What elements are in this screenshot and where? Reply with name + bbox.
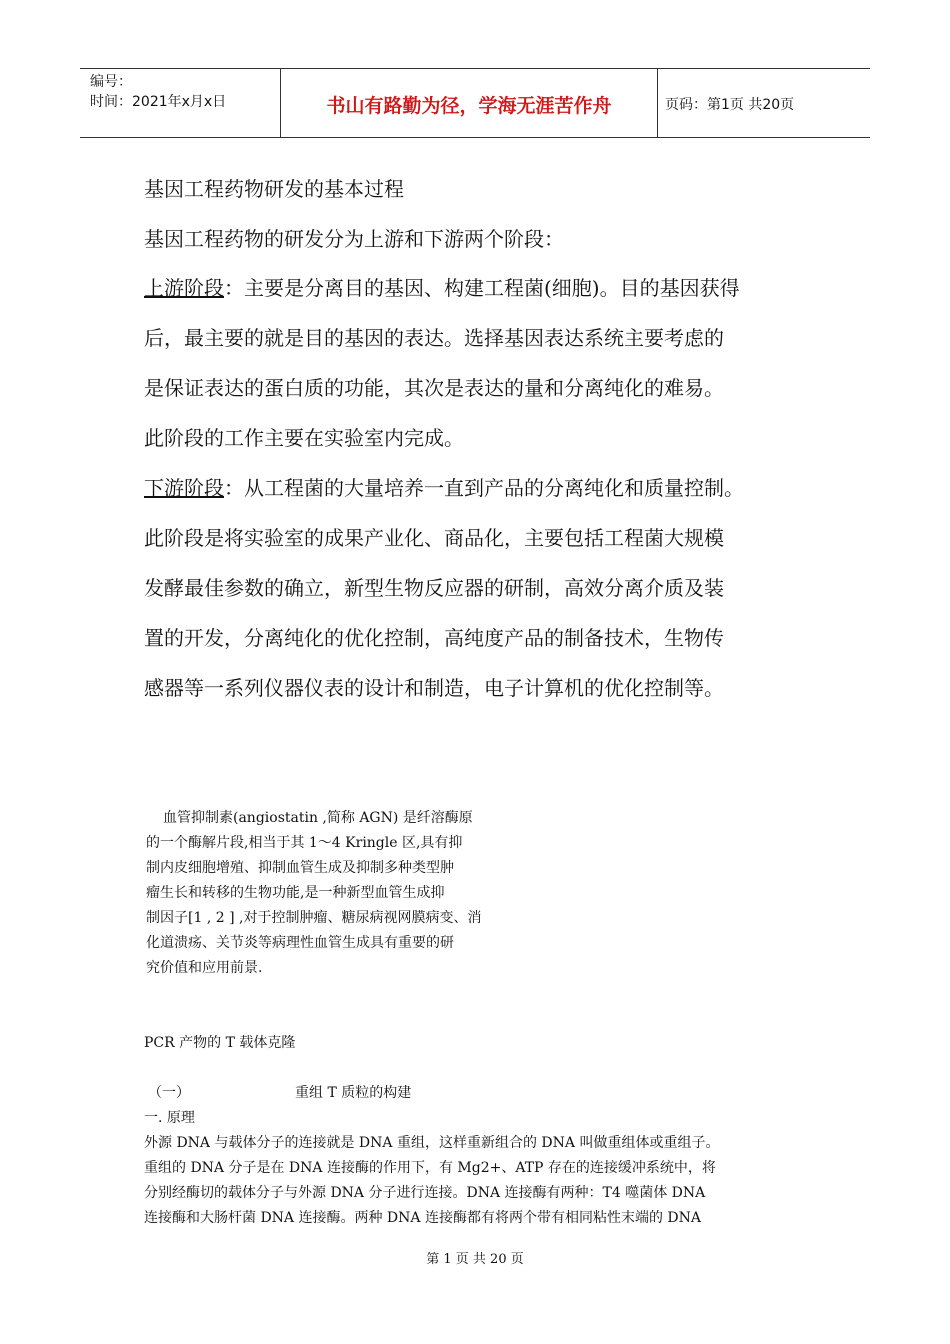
downstream-line-4: 置的开发，分离纯化的优化控制，高纯度产品的制备技术，生物传 bbox=[144, 626, 724, 650]
angiostatin-line-2: 的一个酶解片段,相当于其 1～4 Kringle 区,具有抑 bbox=[146, 835, 463, 851]
downstream-line-1 bbox=[144, 472, 844, 501]
principle-line-1: 外源 DNA 与载体分子的连接就是 DNA 重组，这样重新组合的 DNA 叫做重组体或重组子。 bbox=[144, 1135, 720, 1151]
header-page-cell bbox=[657, 69, 870, 137]
time-label: 时间：2021年x月x日 bbox=[90, 94, 227, 110]
header-meta bbox=[80, 69, 280, 137]
angiostatin-line-7: 究价值和应用前景. bbox=[146, 960, 263, 976]
section-number: （一） bbox=[148, 1085, 190, 1101]
section-title: 重组 T 质粒的构建 bbox=[295, 1085, 412, 1101]
pcr-title: PCR 产物的 T 载体克隆 bbox=[144, 1035, 296, 1051]
angiostatin-line-6: 化道溃疡、关节炎等病理性血管生成具有重要的研 bbox=[146, 935, 454, 951]
upstream-line-1 bbox=[144, 272, 844, 301]
page-header bbox=[80, 68, 870, 138]
upstream-line-4: 此阶段的工作主要在实验室内完成。 bbox=[144, 426, 464, 450]
downstream-line-2: 此阶段是将实验室的成果产业化、商品化，主要包括工程菌大规模 bbox=[144, 526, 724, 550]
downstream-line-3: 发酵最佳参数的确立，新型生物反应器的研制，高效分离介质及装 bbox=[144, 576, 724, 600]
principle-heading: 一. 原理 bbox=[144, 1110, 195, 1126]
upstream-line-3: 是保证表达的蛋白质的功能，其次是表达的量和分离纯化的难易。 bbox=[144, 376, 724, 400]
motto: 书山有路勤为径，学海无涯苦作舟 bbox=[326, 95, 612, 117]
angiostatin-line-1: 血管抑制素(angiostatin ,简称 AGN) 是纤溶酶原 bbox=[163, 810, 473, 826]
page-footer: 第 1 页 共 20 页 bbox=[426, 1252, 524, 1267]
angiostatin-line-5: 制因子[1 , 2 ] ,对于控制肿瘤、糖尿病视网膜病变、消 bbox=[146, 910, 482, 926]
downstream-text-1: ：从工程菌的大量培养一直到产品的分离纯化和质量控制。 bbox=[224, 476, 744, 500]
header-motto-cell bbox=[280, 69, 658, 137]
downstream-line-5: 感器等一系列仪器仪表的设计和制造，电子计算机的优化控制等。 bbox=[144, 676, 724, 700]
downstream-label: 下游阶段 bbox=[144, 476, 224, 500]
principle-line-2: 重组的 DNA 分子是在 DNA 连接酶的作用下，有 Mg2+、ATP 存在的连接缓冲系统中，将 bbox=[144, 1160, 716, 1176]
angiostatin-line-3: 制内皮细胞增殖、抑制血管生成及抑制多种类型肿 bbox=[146, 860, 454, 876]
principle-line-3: 分别经酶切的载体分子与外源 DNA 分子进行连接。DNA 连接酶有两种：T4 噬菌体 DNA bbox=[144, 1185, 706, 1201]
upstream-line-2: 后，最主要的就是目的基因的表达。选择基因表达系统主要考虑的 bbox=[144, 326, 724, 350]
angiostatin-line-4: 瘤生长和转移的生物功能,是一种新型血管生成抑 bbox=[146, 885, 445, 901]
principle-line-4: 连接酶和大肠杆菌 DNA 连接酶。两种 DNA 连接酶都有将两个带有相同粘性末端的 DNA bbox=[144, 1210, 702, 1226]
upstream-text-1: ：主要是分离目的基因、构建工程菌(细胞)。目的基因获得 bbox=[224, 276, 740, 300]
page-info: 页码：第1页 共20页 bbox=[665, 97, 795, 113]
code-label: 编号： bbox=[90, 74, 132, 90]
upstream-label: 上游阶段 bbox=[144, 276, 224, 300]
intro-line: 基因工程药物的研发分为上游和下游两个阶段： bbox=[144, 227, 564, 251]
doc-title: 基因工程药物研发的基本过程 bbox=[144, 177, 404, 201]
